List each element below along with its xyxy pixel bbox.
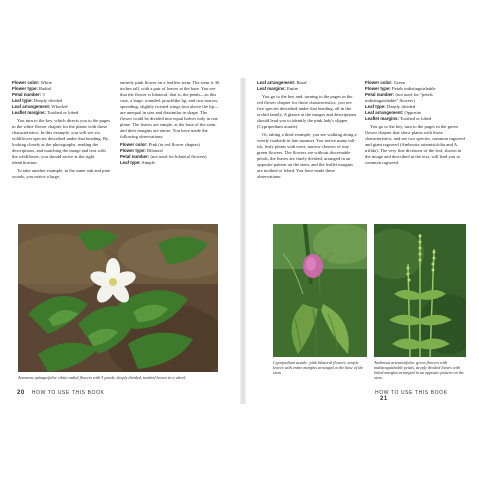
left-column-2 [120,80,220,166]
trait-label: Flower color: [365,80,393,85]
left-column-1 [12,80,112,181]
left-footer [12,390,104,396]
trait-label: Petal number: [365,92,395,97]
trait-value: (not used for "petals indistinguishable" flowers) [365,92,433,103]
book-spine [240,78,246,404]
trait-value: Bilateral [147,147,163,153]
right-page [257,80,467,400]
paragraph: You go to the key, turn to the pages in the green flower chapter that show plants with those characteristics, and see two species, common ragweed and giant ragweed (Ambrosia artemisiifolia and A. trifida). The very fine divisions of the leaf, shown in the image and described in the text, will lead you to common ragweed. [365,124,465,165]
right-column-1 [257,80,357,181]
trait-value: 5 [42,92,45,97]
trait-value: Deeply divided [33,98,63,103]
trait-label: Flower type: [12,86,38,91]
trait-label: Leaf type: [12,98,33,103]
right-footer [375,390,467,402]
paragraph: entirely pink flower on a leafless stem. The stem is 36 inches tall, with a pair of leaves at the base. You see that the flower is bilateral, that is, the petals—in this case, a large, rounded, pouchlike lip, and two narrow, spreading, slightly twisted wings (not above the lip—are unequal in size and dissimilar in shape. The flower could be divided into equal halves only in one plane. The leaves are simple, at the base of the stem, and their margins are entire. You have made the following observations: [120,80,220,139]
trait-value: Entire [286,86,299,91]
paragraph: You turn to the key, which directs you to the pages in the white flower chapter for the plants with those characteristics. In this example, you will see six wildflower species described under that heading. By looking closely at the photographs, reading the descriptions, and matching the image and text with the wildflower, you should arrive at the right identification. [12,118,111,165]
trait-value: Simple [141,159,155,165]
trait-value: White [40,80,52,85]
trait-label: Leaf arrangement: [12,104,51,109]
left-page [12,80,222,400]
trait-row [257,86,357,92]
trait-list [365,80,465,122]
trait-value: Deeply divided [386,104,416,109]
trait-label: Flower color: [120,141,148,147]
anemone-image [18,224,218,372]
ragweed-image [374,224,466,357]
trait-label: Leaf type: [365,104,386,109]
running-head: HOW TO USE THIS BOOK [375,390,448,396]
lady-slipper-image [273,224,367,357]
trait-label: Flower type: [120,147,146,153]
trait-label: Leaf arrangement: [257,80,296,85]
trait-label: Leaf type: [120,159,141,165]
trait-row [120,160,220,166]
trait-value: Petals indistinguishable [392,86,436,91]
trait-label: Leaf margins: [257,86,286,91]
paragraph: Or, taking a third example, you are walking along a weedy roadside in late summer. You notice many tall-ish, leafy plants with erect, narrow clusters of tiny green flowers. The flowers are without discernable petals, the leaves are finely divided, arranged in an opposite pattern on the stem, and the leaflet margins are toothed or lobed. You have made these observations: [257,131,357,179]
ragweed-caption: Ambrosia artemisiifolia: green flowers with indistinguishable petals, deeply divided leaves with lobed margins arranged in an opposite pattern on the stem. [374,360,464,380]
trait-value: Green [393,80,405,85]
trait-value: Radial [39,86,52,91]
lady-slipper-caption: Cypripedium acaule: pink bilateral flowers, simple leaves with entire margins arranged at the base of the stem. [273,360,364,375]
trait-label: Petal number: [12,92,42,97]
trait-label: Leaflet margins: [365,116,399,121]
page-number: 20 [17,390,25,396]
anemone-caption: Anemone quinquefolia: white radial flowers with 5 petals, deeply divided, toothed leaves in a whorl. [18,375,187,380]
trait-label: Petal number: [120,153,150,159]
trait-value: Whorled [51,104,68,109]
trait-row [365,92,465,104]
trait-list [12,80,112,116]
trait-label: Flower color: [12,80,40,85]
trait-row [365,116,465,122]
trait-list [257,80,357,92]
trait-value: Toothed or lobed [47,110,79,115]
trait-value: Pink (in red flower chapter) [148,141,200,147]
trait-list [120,142,220,166]
trait-label: Leaf arrangement: [365,110,404,115]
paragraph: You go to the key and, turning to the pages in the red flower chapter for those characteristics, you see five species described under that heading, all in the orchid family. A glance at the images and descriptions should lead you to identify the pink lady's slipper (Cypripedium acaule). [257,94,357,129]
trait-value: Opposite [404,110,422,115]
trait-label: Flower type: [365,86,391,91]
page-number: 21 [380,396,388,402]
trait-value: (not used for bilateral flowers) [150,153,207,159]
anemone-photo [18,224,218,372]
right-column-2 [365,80,465,168]
running-head: HOW TO USE THIS BOOK [31,390,105,396]
paragraph: To take another example, in the same oak and pine woods, you notice a large, [12,167,111,179]
lady-slipper-photo [273,224,367,357]
trait-value: Toothed or lobed [400,116,432,121]
trait-label: Leaflet margins: [12,110,46,115]
ragweed-photo [374,224,466,357]
trait-value: Basal [296,80,307,85]
trait-row [12,110,112,116]
